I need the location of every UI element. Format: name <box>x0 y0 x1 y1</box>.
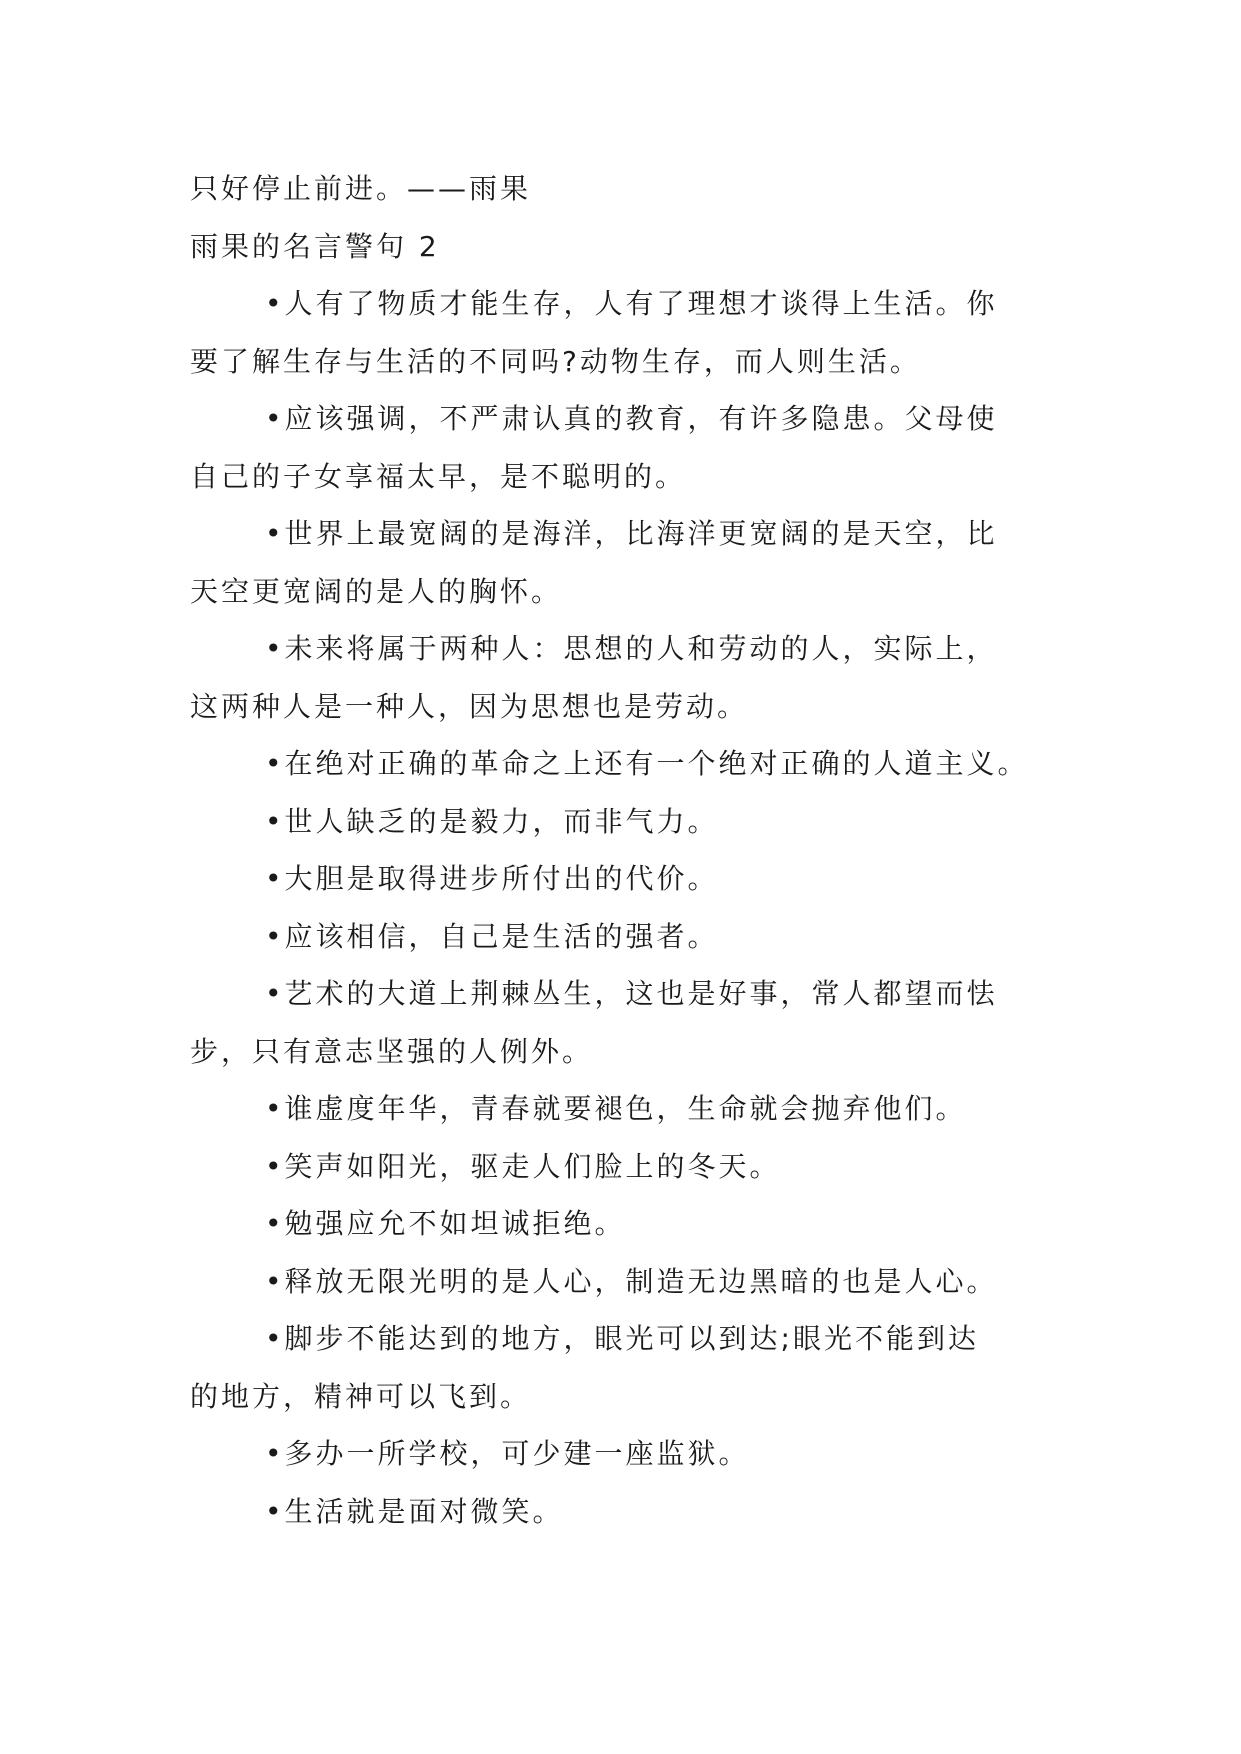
quote-line: •艺术的大道上荆棘丛生，这也是好事，常人都望而怯 <box>265 977 998 1010</box>
quote-line: 天空更宽阔的是人的胸怀。 <box>190 574 563 608</box>
quote-line: •应该强调，不严肃认真的教育，有许多隐患。父母使 <box>265 402 998 435</box>
quote-line: •勉强应允不如坦诚拒绝。 <box>265 1207 626 1240</box>
quote-line: •大胆是取得进步所付出的代价。 <box>265 862 719 895</box>
quote-line: •人有了物质才能生存，人有了理想才谈得上生活。你 <box>265 287 998 320</box>
quote-line: •释放无限光明的是人心，制造无边黑暗的也是人心。 <box>265 1264 998 1298</box>
quote-line: 要了解生存与生活的不同吗?动物生存，而人则生活。 <box>190 344 921 378</box>
quote-line: 这两种人是一种人，因为思想也是劳动。 <box>190 689 749 723</box>
quote-line: 自己的子女享福太早，是不聪明的。 <box>190 459 687 493</box>
text-line: 只好停止前进。——雨果 <box>190 172 532 205</box>
quote-line: 的地方，精神可以飞到。 <box>190 1379 532 1413</box>
quote-line: •多办一所学校，可少建一座监狱。 <box>265 1437 750 1470</box>
quote-line: 步，只有意志坚强的人例外。 <box>190 1034 594 1068</box>
quote-line: •在绝对正确的革命之上还有一个绝对正确的人道主义。 <box>265 747 1029 780</box>
quote-line: •脚步不能达到的地方，眼光可以到达;眼光不能到达 <box>265 1322 979 1355</box>
quote-line: •生活就是面对微笑。 <box>265 1494 564 1528</box>
quote-line: •世界上最宽阔的是海洋，比海洋更宽阔的是天空，比 <box>265 517 998 550</box>
quote-line: •应该相信，自己是生活的强者。 <box>265 919 719 953</box>
section-heading: 雨果的名言警句 2 <box>190 229 440 263</box>
quote-line: •未来将属于两种人：思想的人和劳动的人，实际上， <box>265 632 998 665</box>
quote-line: •世人缺乏的是毅力，而非气力。 <box>265 804 719 838</box>
quote-line: •谁虚度年华，青春就要褪色，生命就会抛弃他们。 <box>265 1092 967 1125</box>
document-page <box>190 160 1050 1540</box>
quote-line: •笑声如阳光，驱走人们脸上的冬天。 <box>265 1149 781 1183</box>
